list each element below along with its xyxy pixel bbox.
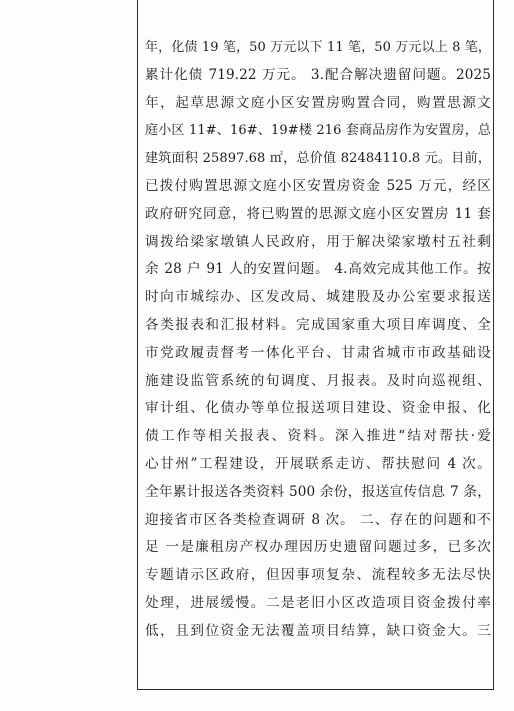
text-line-17: 全年累计报送各类资料 500 余份，报送宣传信息 7 条， [145,483,491,500]
text-line-16: 心甘州”工程建设，开展联系走访、帮扶慰问 4 次。 [145,455,491,472]
text-line-22: 低，且到位资金无法覆盖项目结算，缺口资金大。三 [145,622,491,639]
text-line-6: 已拨付购置思源文庭小区安置房资金 525 万元，经区 [145,177,491,194]
text-line-3: 年，起草思源文庭小区安置房购置合同，购置思源文 [145,94,491,111]
table-right-border [493,0,494,690]
text-line-5: 建筑面积 25897.68 ㎡，总价值 82484110.8 元。目前， [145,151,491,167]
text-line-18: 迎接省市区各类检查调研 8 次。 二、存在的问题和不 [145,511,491,528]
text-line-10: 时向市城综办、区发改局、城建股及办公室要求报送 [145,289,491,306]
text-line-12: 市党政履责督考一体化平台、甘肃省城市市政基础设 [145,344,491,361]
text-line-8: 调拨给梁家墩镇人民政府，用于解决梁家墩村五社剩 [145,233,491,250]
table-left-border [137,0,138,690]
table-bottom-border [137,689,494,690]
text-line-11: 各类报表和汇报材料。完成国家重大项目库调度、全 [145,316,491,333]
text-line-14: 审计组、化债办等单位报送项目建设、资金申报、化 [145,400,491,417]
text-line-13: 施建设监管系统的旬调度、月报表。及时向巡视组、 [145,372,491,389]
text-line-4: 庭小区 11#、16#、19#楼 216 套商品房作为安置房，总 [145,123,491,139]
text-line-20: 专题请示区政府，但因事项复杂、流程较多无法尽快 [145,567,491,584]
text-line-19: 足 一是廉租房产权办理因历史遗留问题过多，已多次 [145,539,491,556]
report-body-text [145,34,491,646]
text-line-1: 年，化债 19 笔，50 万元以下 11 笔，50 万元以上 8 笔， [145,40,491,55]
text-line-7: 政府研究同意，将已购置的思源文庭小区安置房 11 套 [145,205,491,222]
text-line-2: 累计化债 719.22 万元。 3.配合解决遗留问题。2025 [145,66,491,83]
text-line-9: 余 28 户 91 人的安置问题。 4.高效完成其他工作。按 [145,261,491,278]
text-line-21: 处理，进展缓慢。二是老旧小区改造项目资金拨付率 [145,594,491,611]
text-line-15: 债工作等相关报表、资料。深入推进“结对帮扶·爱 [145,428,491,445]
